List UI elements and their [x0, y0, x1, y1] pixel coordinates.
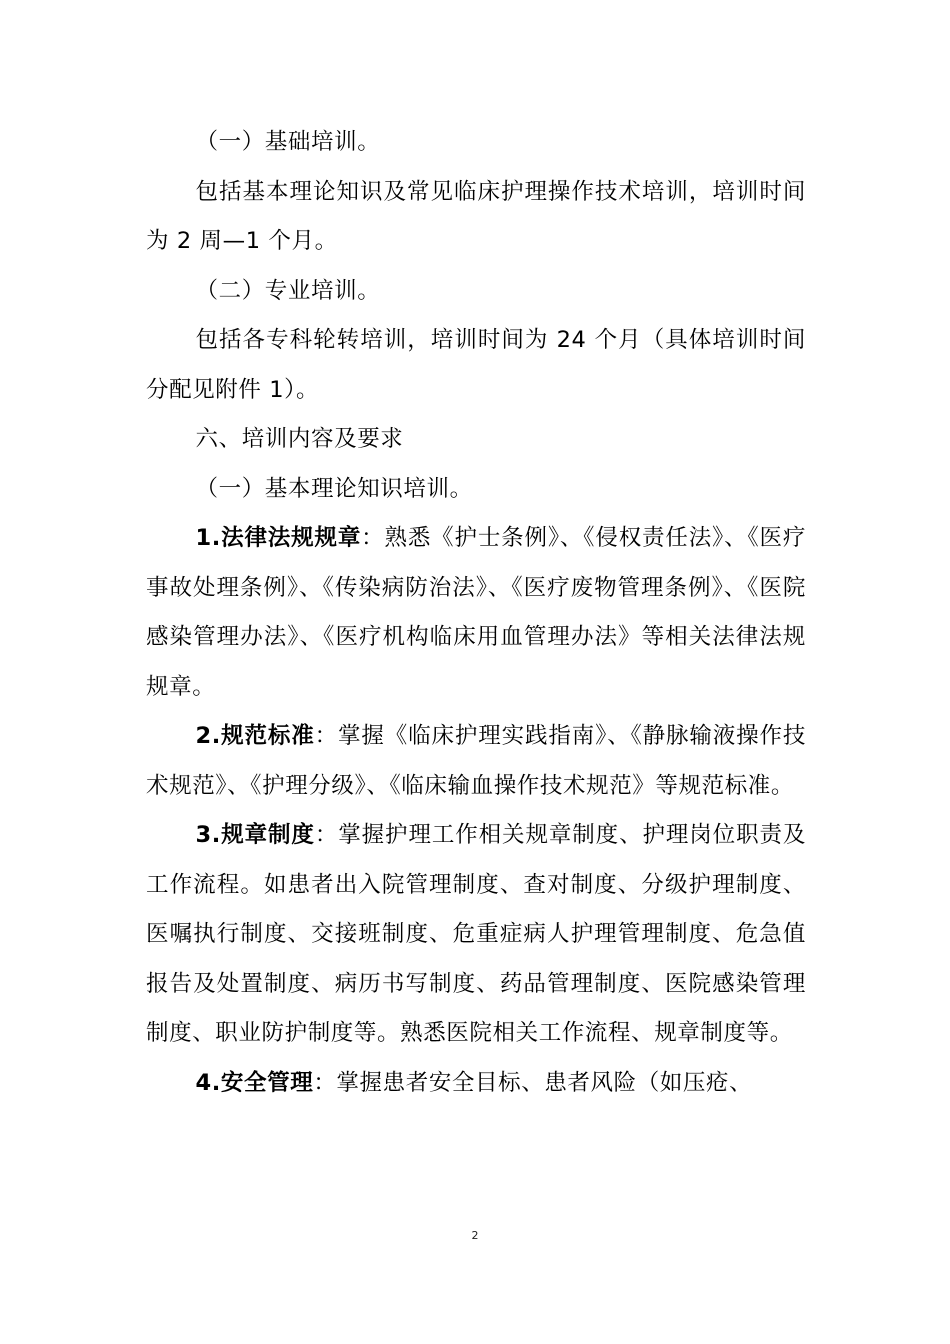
section-heading-theory-training: （一）基本理论知识培训。	[195, 475, 473, 502]
item-title-rules: 3.规章制度	[195, 822, 315, 848]
item-title-safety: 4.安全管理	[195, 1069, 314, 1096]
paragraph-laws-regulations: 1.法律法规规章：熟悉《护士条例》、《侵权责任法》、《医疗事故处理条例》、《传染病防治法》、《医疗废物管理条例》、《医院感染管理办法》、《医疗机构临床用血管理办法》等相关法律法规规章。	[146, 525, 806, 700]
paragraph-safety-management: 4.安全管理：掌握患者安全目标、患者风险（如压疮、	[195, 1069, 753, 1096]
document-body	[146, 118, 806, 1108]
section-heading-basic-training: （一）基础培训。	[195, 129, 381, 155]
section-heading-training-content: 六、培训内容及要求	[195, 426, 404, 452]
section-heading-professional-training: （二）专业培训。	[195, 277, 381, 304]
item-title-standards: 2.规范标准	[195, 723, 315, 749]
page-number: 2	[471, 1229, 479, 1242]
paragraph-professional-training-desc: 包括各专科轮转培训，培训时间为 24 个月（具体培训时间分配见附件 1）。	[146, 327, 806, 403]
item-title-laws: 1.法律法规规章	[195, 525, 362, 551]
paragraph-standards: 2.规范标准：掌握《临床护理实践指南》、《静脉输液操作技术规范》、《护理分级》、《临床输血操作技术规范》等规范标准。	[146, 723, 806, 799]
paragraph-basic-training-desc: 包括基本理论知识及常见临床护理操作技术培训，培训时间为 2 周—1 个月。	[146, 178, 806, 254]
paragraph-rules-systems: 3.规章制度：掌握护理工作相关规章制度、护理岗位职责及工作流程。如患者出入院管理制度、查对制度、分级护理制度、医嘱执行制度、交接班制度、危重症病人护理管理制度、危急值报告及处置制度、病历书写制度、药品管理制度、医院感染管理制度、职业防护制度等。熟悉医院相关工作流程、规章制度等。	[146, 822, 806, 1046]
